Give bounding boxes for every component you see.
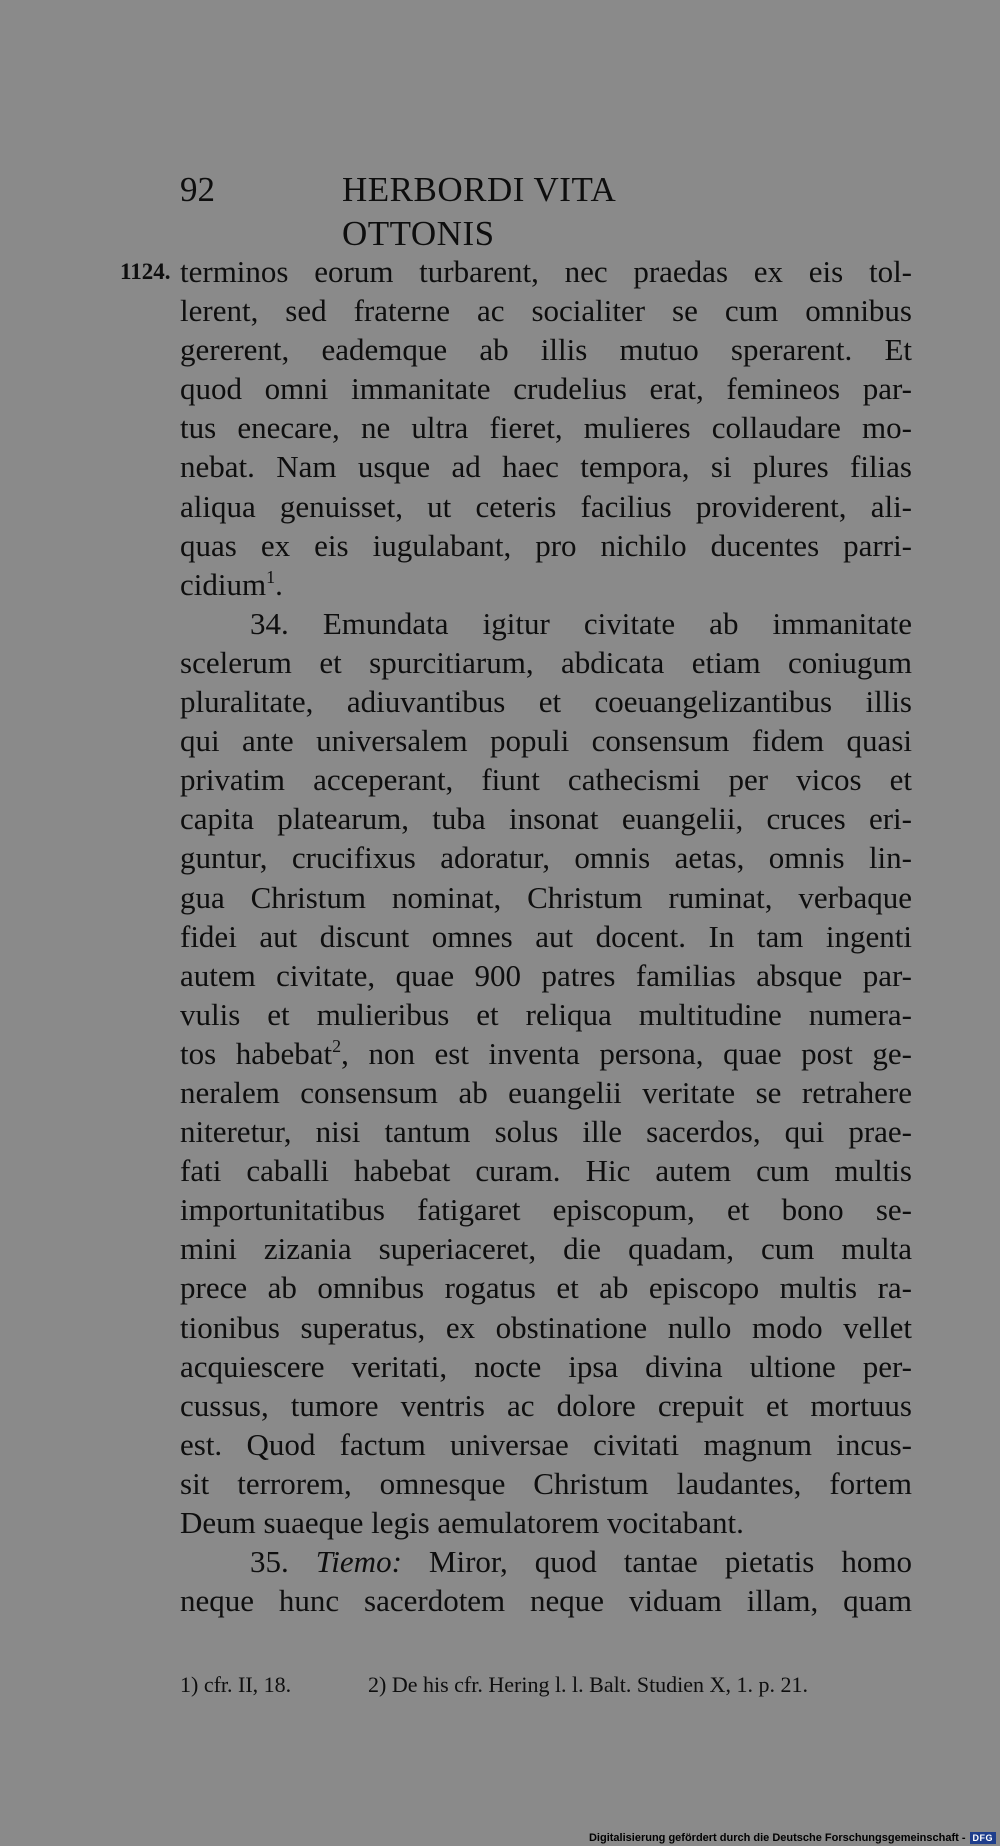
text-line: nebat. Nam usque ad haec tempora, si plures filias xyxy=(180,449,912,485)
text-line: gererent, eademque ab illis mutuo sperarent. Et xyxy=(180,332,912,368)
text-line: fidei aut discunt omnes aut docent. In tam ingenti xyxy=(180,918,912,954)
text-line: neralem consensum ab euangelii veritate se retrahere xyxy=(180,1074,912,1110)
text-fragment: , non est inventa persona, quae post ge- xyxy=(341,1035,912,1071)
footnote-ref-2[interactable]: 2 xyxy=(332,1035,342,1056)
page-header xyxy=(178,168,758,253)
text-line: aliqua genuisset, ut ceteris facilius providerent, ali- xyxy=(180,488,912,524)
text-line: vulis et mulieribus et reliqua multitudine numera- xyxy=(180,996,912,1032)
text-line: mini zizania superiaceret, die quadam, cum multa xyxy=(180,1231,912,1267)
text-fragment: Miror, quod tantae pietatis homo xyxy=(401,1544,913,1580)
text-line: cussus, tumore ventris ac dolore crepuit et mortuus xyxy=(180,1387,912,1423)
paragraph-35-start xyxy=(180,1542,912,1581)
footnote-1: 1) cfr. II, 18. xyxy=(180,1672,292,1697)
text-line: prece ab omnibus rogatus et ab episcopo multis ra- xyxy=(180,1270,912,1306)
text-line xyxy=(180,565,912,604)
text-line: capita platearum, tuba insonat euangelii, cruces eri- xyxy=(180,801,912,837)
text-line: quas ex eis iugulabant, pro nichilo ducentes parri- xyxy=(180,527,912,563)
text-fragment: . xyxy=(275,566,283,602)
digitization-credit xyxy=(589,1832,996,1844)
speaker-name: Tiemo: xyxy=(315,1544,402,1580)
text-line: privatim acceperant, fiunt cathecismi per vicos et xyxy=(180,762,912,798)
text-line: importunitatibus fatigaret episcopum, et bono se- xyxy=(180,1192,912,1228)
running-title: HERBORDI VITA OTTONIS xyxy=(342,170,615,253)
footnote-ref-1[interactable]: 1 xyxy=(266,566,276,587)
text-line: est. Quod factum universae civitati magnum incus- xyxy=(180,1426,912,1462)
text-line: fati caballi habebat curam. Hic autem cum multis xyxy=(180,1153,912,1189)
text-line: pluralitate, adiuvantibus et coeuangelizantibus illis xyxy=(180,684,912,720)
text-line: guntur, crucifixus adoratur, omnis aetas, omnis lin- xyxy=(180,840,912,876)
paragraph-34-start: 34. Emundata igitur civitate ab immanitate xyxy=(250,605,912,641)
text-line: terminos eorum turbarent, nec praedas ex eis tol- xyxy=(180,254,912,289)
text-line: tionibus superatus, ex obstinatione nullo modo vellet xyxy=(180,1309,912,1345)
text-line: autem civitate, quae 900 patres familias absque par- xyxy=(180,957,912,993)
dfg-logo: DFG xyxy=(970,1832,997,1844)
text-line: scelerum et spurcitiarum, abdicata etiam coniugum xyxy=(180,644,912,680)
footnote-2: 2) De his cfr. Hering l. l. Balt. Studien X, 1. p. 21. xyxy=(368,1672,808,1697)
text-line: sit terrorem, omnesque Christum laudantes, fortem xyxy=(180,1465,912,1501)
text-line: neque hunc sacerdotem neque viduam illam, quam xyxy=(180,1583,912,1619)
text-fragment: cidium xyxy=(180,566,267,602)
main-text xyxy=(180,252,912,1620)
text-line: Deum suaeque legis aemulatorem vocitabant. xyxy=(180,1505,744,1540)
credit-text: Digitalisierung gefördert durch die Deutsche Forschungsgemeinschaft - xyxy=(588,1832,966,1844)
text-line: quod omni immanitate crudelius erat, femineos par- xyxy=(180,371,912,407)
margin-year-note: 1124. xyxy=(120,259,171,284)
text-line xyxy=(180,1034,912,1073)
text-line: niteretur, nisi tantum solus ille sacerdos, qui prae- xyxy=(180,1114,912,1150)
text-line: gua Christum nominat, Christum ruminat, verbaque xyxy=(180,879,912,915)
text-line: qui ante universalem populi consensum fidem quasi xyxy=(180,723,912,759)
text-line: acquiescere veritati, nocte ipsa divina ultione per- xyxy=(180,1348,912,1384)
page-number: 92 xyxy=(180,170,215,209)
text-line: lerent, sed fraterne ac socialiter se cum omnibus xyxy=(180,293,912,329)
text-fragment: tos habebat xyxy=(180,1035,333,1071)
text-line: tus enecare, ne ultra fieret, mulieres collaudare mo- xyxy=(180,410,912,446)
text-fragment: 35. xyxy=(250,1544,316,1580)
